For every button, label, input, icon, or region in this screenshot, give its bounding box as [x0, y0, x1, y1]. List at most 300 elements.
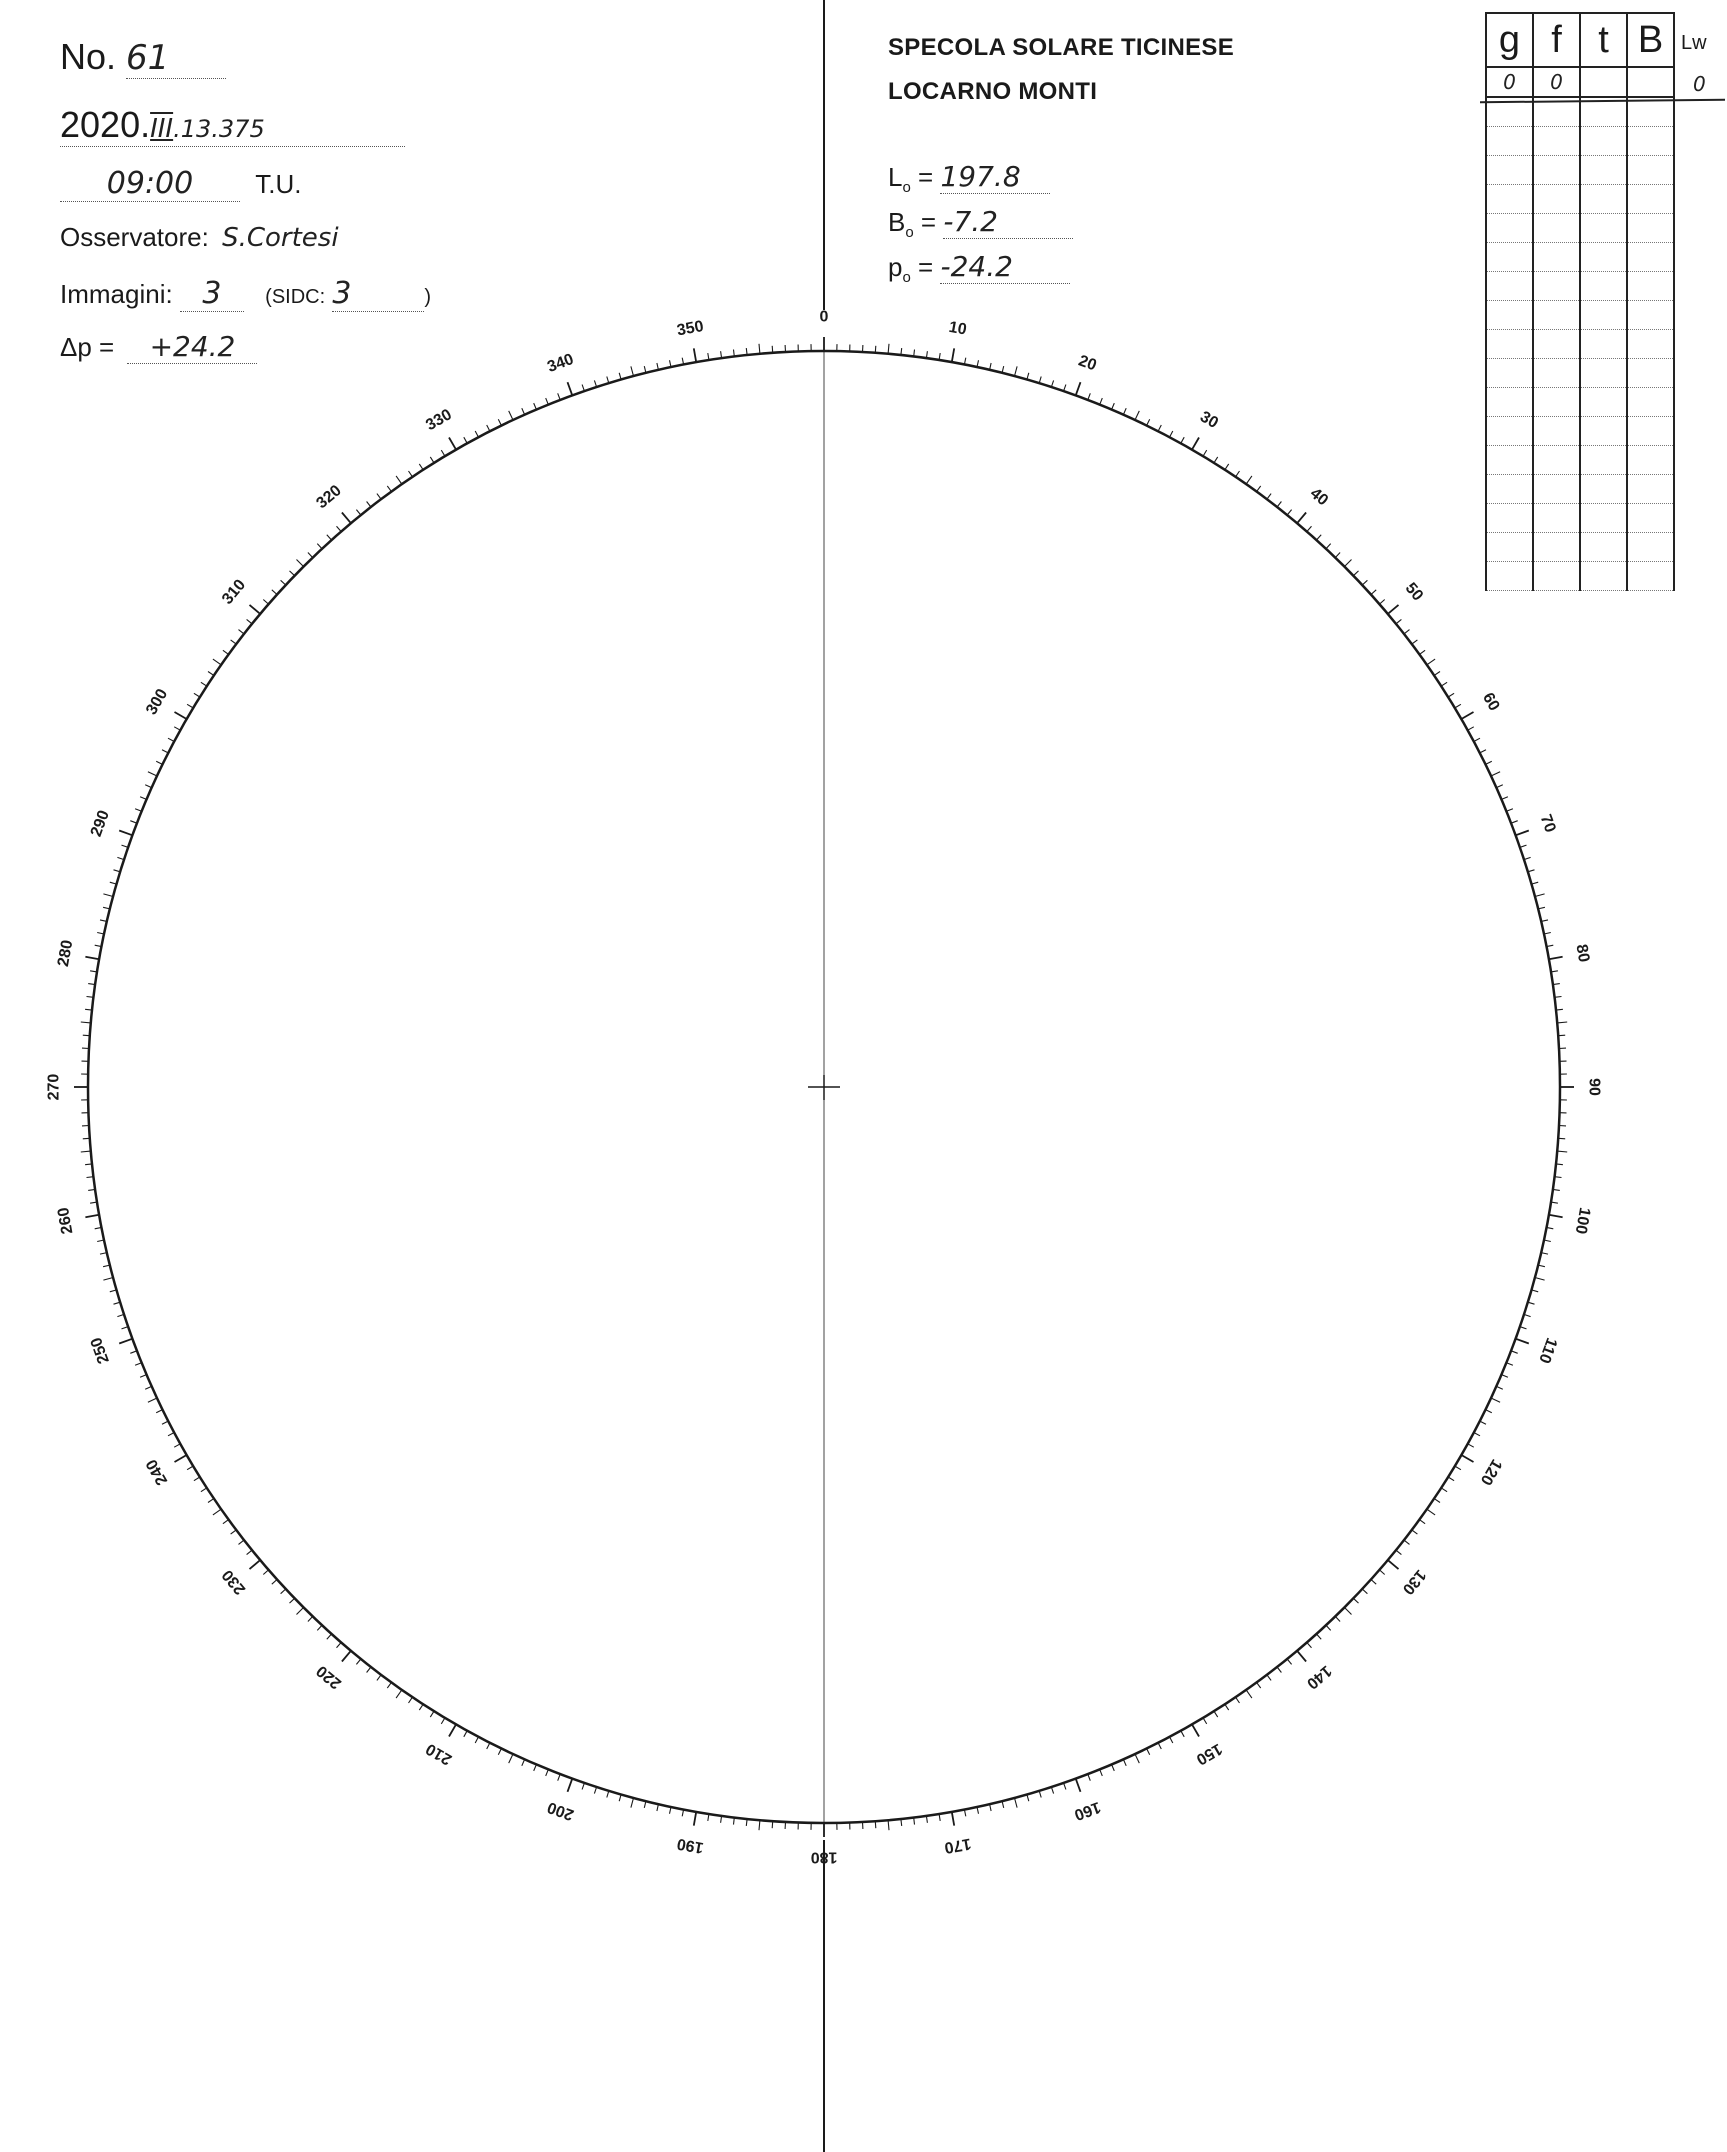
degree-tick — [223, 650, 229, 654]
degree-tick — [475, 1737, 478, 1743]
degree-tick — [100, 1253, 107, 1255]
degree-tick — [367, 502, 371, 508]
degree-tick — [1412, 640, 1418, 644]
degree-tick — [498, 1749, 501, 1755]
degree-tick — [117, 1314, 124, 1316]
degree-tick — [1307, 526, 1312, 531]
degree-tick — [208, 672, 214, 676]
degree-tick — [1511, 1351, 1518, 1354]
degree-tick — [162, 1421, 168, 1424]
degree-label: 350 — [675, 318, 705, 340]
degree-label: 90 — [1585, 1078, 1603, 1096]
degree-label: 330 — [423, 406, 455, 435]
degree-tick — [119, 1339, 132, 1344]
degree-label: 100 — [1571, 1206, 1593, 1236]
degree-tick — [308, 1616, 313, 1621]
degree-tick — [239, 1540, 245, 1544]
degree-tick — [231, 1530, 237, 1534]
images-value: 3 — [180, 276, 244, 312]
degree-tick — [290, 571, 295, 576]
degree-tick — [522, 408, 525, 414]
degree-tick — [1326, 1625, 1331, 1630]
degree-tick — [1214, 457, 1218, 463]
degree-tick — [449, 438, 456, 450]
degree-tick — [1317, 535, 1322, 540]
header-g: g — [1486, 13, 1533, 67]
degree-tick — [213, 1509, 221, 1515]
degree-tick — [1434, 672, 1440, 676]
degree-tick — [83, 1138, 90, 1139]
degree-tick — [644, 1801, 646, 1808]
header-t: t — [1580, 13, 1627, 67]
degree-tick — [327, 1634, 332, 1639]
degree-label: 230 — [219, 1566, 250, 1598]
degree-tick — [317, 544, 322, 549]
degree-label: 300 — [143, 686, 172, 718]
degree-tick — [1076, 382, 1081, 395]
degree-tick — [1557, 1151, 1567, 1152]
degree-tick — [670, 360, 672, 367]
degree-tick — [342, 1651, 351, 1662]
delta-p-value: +24.2 — [127, 330, 257, 364]
degree-tick — [990, 1804, 992, 1811]
degree-tick — [1516, 831, 1529, 836]
degree-tick — [1064, 1783, 1066, 1790]
degree-tick — [342, 513, 351, 524]
degree-tick — [1535, 1278, 1545, 1281]
degree-tick — [1170, 431, 1173, 437]
degree-tick — [140, 1375, 146, 1378]
degree-tick — [1135, 411, 1139, 420]
degree-tick — [694, 348, 696, 362]
degree-tick — [694, 1812, 696, 1826]
degree-label: 50 — [1401, 579, 1427, 605]
degree-tick — [1412, 1530, 1418, 1534]
degree-tick — [1371, 590, 1376, 595]
degree-tick — [1214, 1711, 1218, 1717]
degree-tick — [1396, 1550, 1401, 1554]
p0-value: -24.2 — [940, 250, 1070, 284]
degree-tick — [1335, 1616, 1340, 1621]
degree-tick — [1147, 419, 1150, 425]
degree-tick — [1257, 1682, 1261, 1688]
degree-tick — [1181, 1731, 1184, 1737]
degree-tick — [135, 1363, 142, 1366]
degree-tick — [1549, 957, 1563, 959]
observer-label: Osservatore: — [60, 222, 209, 252]
degree-label: 320 — [313, 482, 345, 513]
degree-label: 260 — [55, 1206, 77, 1236]
degree-tick — [1297, 1651, 1306, 1662]
degree-tick — [250, 1560, 261, 1569]
degree-tick — [1203, 1718, 1207, 1724]
degree-label: 20 — [1076, 352, 1099, 375]
degree-tick — [1002, 366, 1004, 373]
degree-tick — [281, 1589, 286, 1594]
degree-tick — [670, 1807, 672, 1814]
degree-tick — [1474, 738, 1480, 741]
degree-tick — [1455, 1466, 1461, 1470]
degree-tick — [103, 894, 113, 897]
degree-tick — [1147, 1749, 1150, 1755]
degree-tick — [430, 1711, 434, 1717]
degree-tick — [1468, 727, 1474, 730]
degree-tick — [1486, 1410, 1492, 1413]
degree-tick — [522, 1759, 525, 1765]
degree-tick — [1051, 380, 1053, 387]
degree-label: 310 — [219, 576, 250, 608]
degree-tick — [1297, 513, 1306, 524]
degree-tick — [162, 750, 168, 753]
degree-tick — [356, 1659, 360, 1664]
degree-label: 30 — [1197, 408, 1221, 433]
degree-tick — [1480, 1421, 1486, 1424]
degree-tick — [1344, 1607, 1351, 1614]
degree-tick — [875, 1821, 876, 1828]
degree-tick — [1541, 1253, 1548, 1255]
degree-tick — [1064, 385, 1066, 392]
value-f: 0 — [1533, 67, 1580, 97]
degree-tick — [1491, 772, 1500, 776]
degree-tick — [1326, 544, 1331, 549]
degree-tick — [1427, 659, 1435, 665]
degree-tick — [1225, 464, 1229, 470]
header-f: f — [1533, 13, 1580, 67]
degree-tick — [223, 1520, 229, 1524]
degree-tick — [582, 385, 584, 392]
degree-tick — [1362, 1589, 1367, 1594]
degree-tick — [263, 600, 268, 605]
degree-tick — [140, 797, 146, 800]
degree-tick — [977, 360, 979, 367]
degree-tick — [1158, 425, 1161, 431]
degree-tick — [130, 1351, 137, 1354]
value-g: 0 — [1486, 67, 1533, 97]
degree-tick — [1520, 845, 1527, 847]
degree-tick — [377, 494, 381, 500]
degree-tick — [1203, 450, 1207, 456]
degree-tick — [1371, 1580, 1376, 1585]
degree-tick — [1112, 403, 1115, 409]
date-day-fraction: .13.375 — [173, 115, 265, 143]
degree-tick — [1434, 1499, 1440, 1503]
degree-tick — [1549, 1215, 1563, 1217]
degree-tick — [1353, 1598, 1358, 1603]
degree-tick — [534, 403, 537, 409]
degree-label: 240 — [143, 1456, 172, 1488]
degree-tick — [568, 382, 573, 395]
degree-label: 110 — [1535, 1335, 1561, 1366]
degree-tick — [1535, 894, 1545, 897]
degree-tick — [327, 535, 332, 540]
degree-tick — [546, 1769, 549, 1776]
degree-tick — [1496, 1386, 1502, 1389]
degree-tick — [1557, 1022, 1567, 1023]
degree-tick — [1100, 1769, 1103, 1776]
ephemeris-L0: $L_o = 197.8$ — [888, 160, 1050, 196]
degree-tick — [759, 344, 760, 354]
degree-tick — [377, 1675, 381, 1681]
L0-value: 197.8 — [940, 160, 1050, 194]
time-unit: T.U. — [255, 169, 302, 199]
degree-tick — [168, 738, 174, 741]
degree-tick — [419, 464, 423, 470]
degree-tick — [156, 1410, 162, 1413]
degree-tick — [1051, 1787, 1053, 1794]
degree-tick — [130, 821, 137, 824]
degree-tick — [1419, 650, 1425, 654]
degree-label: 130 — [1398, 1566, 1429, 1598]
degree-tick — [1287, 1659, 1291, 1664]
degree-tick — [1404, 1540, 1410, 1544]
degree-tick — [1502, 1375, 1508, 1378]
degree-tick — [1538, 1265, 1545, 1267]
degree-tick — [119, 831, 132, 836]
degree-tick — [464, 1731, 467, 1737]
degree-tick — [85, 1215, 99, 1217]
degree-label: 10 — [947, 318, 968, 339]
degree-tick — [103, 1265, 110, 1267]
degree-tick — [1520, 1327, 1527, 1329]
degree-tick — [367, 1667, 371, 1673]
number-label: No. — [60, 36, 117, 77]
degree-tick — [1486, 761, 1492, 764]
degree-tick — [1277, 1667, 1281, 1673]
degree-tick — [952, 348, 954, 362]
images-label: Immagini: — [60, 279, 173, 309]
degree-tick — [1246, 476, 1252, 484]
degree-label: 280 — [55, 938, 77, 968]
observatory-location: LOCARNO MONTI — [888, 78, 1098, 105]
degree-tick — [1516, 1339, 1529, 1344]
header-B: B — [1627, 13, 1674, 67]
degree-tick — [631, 366, 634, 376]
degree-tick — [97, 1240, 104, 1242]
degree-tick — [509, 411, 513, 420]
degree-tick — [1558, 1138, 1565, 1139]
degree-tick — [1388, 1560, 1399, 1569]
degree-tick — [97, 933, 104, 935]
degree-tick — [409, 1697, 413, 1703]
degree-tick — [201, 1488, 207, 1492]
degree-tick — [631, 1798, 634, 1808]
degree-label: 40 — [1306, 484, 1332, 510]
degree-tick — [1123, 408, 1126, 414]
degree-tick — [534, 1765, 537, 1771]
degree-label: 170 — [943, 1834, 973, 1856]
degree-label: 70 — [1536, 812, 1559, 835]
degree-tick — [1404, 630, 1410, 634]
delta-p-label: Δp = — [60, 332, 115, 362]
ephemeris-B0: $B_o = -7.2$ — [888, 205, 1073, 241]
sidc-value: 3 — [332, 276, 424, 312]
degree-tick — [1441, 682, 1447, 686]
degree-label: 220 — [313, 1661, 345, 1692]
degree-label: 270 — [45, 1073, 63, 1101]
lw-label: Lw — [1681, 32, 1707, 54]
degree-label: 290 — [87, 808, 113, 840]
degree-tick — [546, 398, 549, 405]
degree-tick — [1506, 1363, 1513, 1366]
degree-tick — [337, 1643, 342, 1648]
degree-tick — [772, 1821, 773, 1828]
degree-label: 160 — [1071, 1798, 1103, 1824]
degree-tick — [582, 1783, 584, 1790]
degree-label: 180 — [810, 1848, 838, 1866]
number-value: 61 — [126, 38, 226, 79]
ephemeris-p0: $p_o = -24.2$ — [888, 250, 1070, 286]
degree-tick — [464, 437, 467, 443]
degree-tick — [449, 1724, 456, 1736]
degree-tick — [1002, 1801, 1004, 1808]
degree-tick — [247, 619, 252, 623]
degree-label: 120 — [1476, 1456, 1505, 1488]
degree-tick — [1396, 619, 1401, 623]
lw-value: 0 — [1693, 72, 1706, 96]
degree-tick — [396, 476, 402, 484]
degree-tick — [272, 590, 277, 595]
degree-tick — [247, 1550, 252, 1554]
degree-tick — [231, 640, 237, 644]
degree-tick — [1511, 821, 1518, 824]
degree-tick — [1236, 1697, 1240, 1703]
degree-tick — [1257, 486, 1261, 492]
degree-tick — [1335, 553, 1340, 558]
degree-label: 190 — [675, 1834, 705, 1856]
degree-tick — [558, 393, 561, 400]
degree-tick — [1362, 580, 1367, 585]
degree-tick — [1468, 1444, 1474, 1447]
degree-tick — [194, 1477, 200, 1481]
degree-tick — [1088, 393, 1091, 400]
degree-label: 210 — [423, 1739, 455, 1768]
degree-tick — [337, 526, 342, 531]
degree-tick — [187, 1466, 193, 1470]
degree-tick — [1307, 1643, 1312, 1648]
degree-tick — [644, 366, 646, 373]
degree-tick — [594, 380, 596, 387]
degree-tick — [1506, 809, 1513, 812]
degree-tick — [213, 659, 221, 665]
degree-tick — [1015, 1798, 1018, 1808]
degree-tick — [1158, 1743, 1161, 1749]
degree-tick — [85, 957, 99, 959]
degree-tick — [387, 486, 391, 492]
degree-tick — [1388, 605, 1399, 614]
B0-value: -7.2 — [943, 205, 1073, 239]
degree-tick — [175, 712, 187, 719]
degree-tick — [1076, 1779, 1081, 1792]
degree-tick — [117, 857, 124, 859]
degree-tick — [888, 344, 889, 354]
degree-tick — [1100, 398, 1103, 405]
degree-tick — [201, 682, 207, 686]
degree-tick — [1427, 1509, 1435, 1515]
sidc-label: (SIDC: — [265, 286, 326, 308]
degree-tick — [187, 704, 193, 708]
degree-tick — [83, 1035, 90, 1036]
degree-tick — [1123, 1759, 1126, 1765]
degree-tick — [168, 1433, 174, 1436]
degree-label: 140 — [1303, 1661, 1335, 1692]
degree-label: 0 — [819, 308, 829, 326]
degree-tick — [568, 1779, 573, 1792]
degree-tick — [122, 845, 129, 847]
degree-tick — [1225, 1704, 1229, 1710]
degree-tick — [1455, 704, 1461, 708]
degree-tick — [419, 1704, 423, 1710]
degree-tick — [308, 553, 313, 558]
degree-tick — [174, 1444, 180, 1447]
degree-tick — [1277, 502, 1281, 508]
degree-tick — [1088, 1774, 1091, 1781]
degree-tick — [1015, 366, 1018, 376]
degree-tick — [487, 425, 490, 431]
degree-tick — [1135, 1754, 1139, 1763]
observer-value: S.Cortesi — [222, 223, 339, 253]
degree-tick — [1380, 600, 1385, 605]
sidc-close: ) — [424, 286, 432, 308]
degree-tick — [990, 363, 992, 370]
degree-tick — [441, 1718, 445, 1724]
date-year: 2020. — [60, 104, 151, 145]
degree-tick — [1380, 1570, 1385, 1575]
degree-label: 200 — [545, 1798, 577, 1824]
degree-tick — [1192, 438, 1199, 450]
degree-tick — [441, 450, 445, 456]
degree-tick — [122, 1327, 129, 1329]
degree-tick — [1538, 907, 1545, 909]
degree-tick — [594, 1787, 596, 1794]
degree-tick — [156, 761, 162, 764]
degree-tick — [1502, 797, 1508, 800]
date-month: III — [150, 114, 174, 144]
degree-tick — [1236, 471, 1240, 477]
degree-tick — [281, 580, 286, 585]
degree-tick — [1524, 1314, 1531, 1316]
degree-tick — [135, 809, 142, 812]
time-value: 09:00 — [60, 166, 240, 202]
degree-tick — [174, 727, 180, 730]
degree-tick — [100, 920, 107, 922]
degree-tick — [1287, 510, 1291, 515]
degree-tick — [1112, 1765, 1115, 1771]
degree-tick — [148, 1398, 157, 1402]
degree-tick — [145, 785, 151, 788]
degree-tick — [1246, 1690, 1252, 1698]
degree-tick — [888, 1820, 889, 1830]
degree-tick — [1267, 1675, 1271, 1681]
degree-tick — [558, 1774, 561, 1781]
degree-tick — [498, 419, 501, 425]
degree-tick — [1353, 571, 1358, 576]
degree-tick — [475, 431, 478, 437]
degree-tick — [103, 907, 110, 909]
degree-tick — [977, 1807, 979, 1814]
observatory-name: SPECOLA SOLARE TICINESE — [888, 34, 1235, 61]
degree-label: 60 — [1478, 690, 1503, 714]
degree-tick — [1491, 1398, 1500, 1402]
degree-tick — [1461, 1455, 1473, 1462]
degree-tick — [194, 693, 200, 697]
degree-tick — [297, 560, 304, 567]
degree-tick — [1544, 933, 1551, 935]
degree-tick — [1480, 750, 1486, 753]
degree-tick — [148, 772, 157, 776]
degree-tick — [759, 1820, 760, 1830]
degree-tick — [263, 1570, 268, 1575]
degree-label: 150 — [1193, 1739, 1225, 1768]
